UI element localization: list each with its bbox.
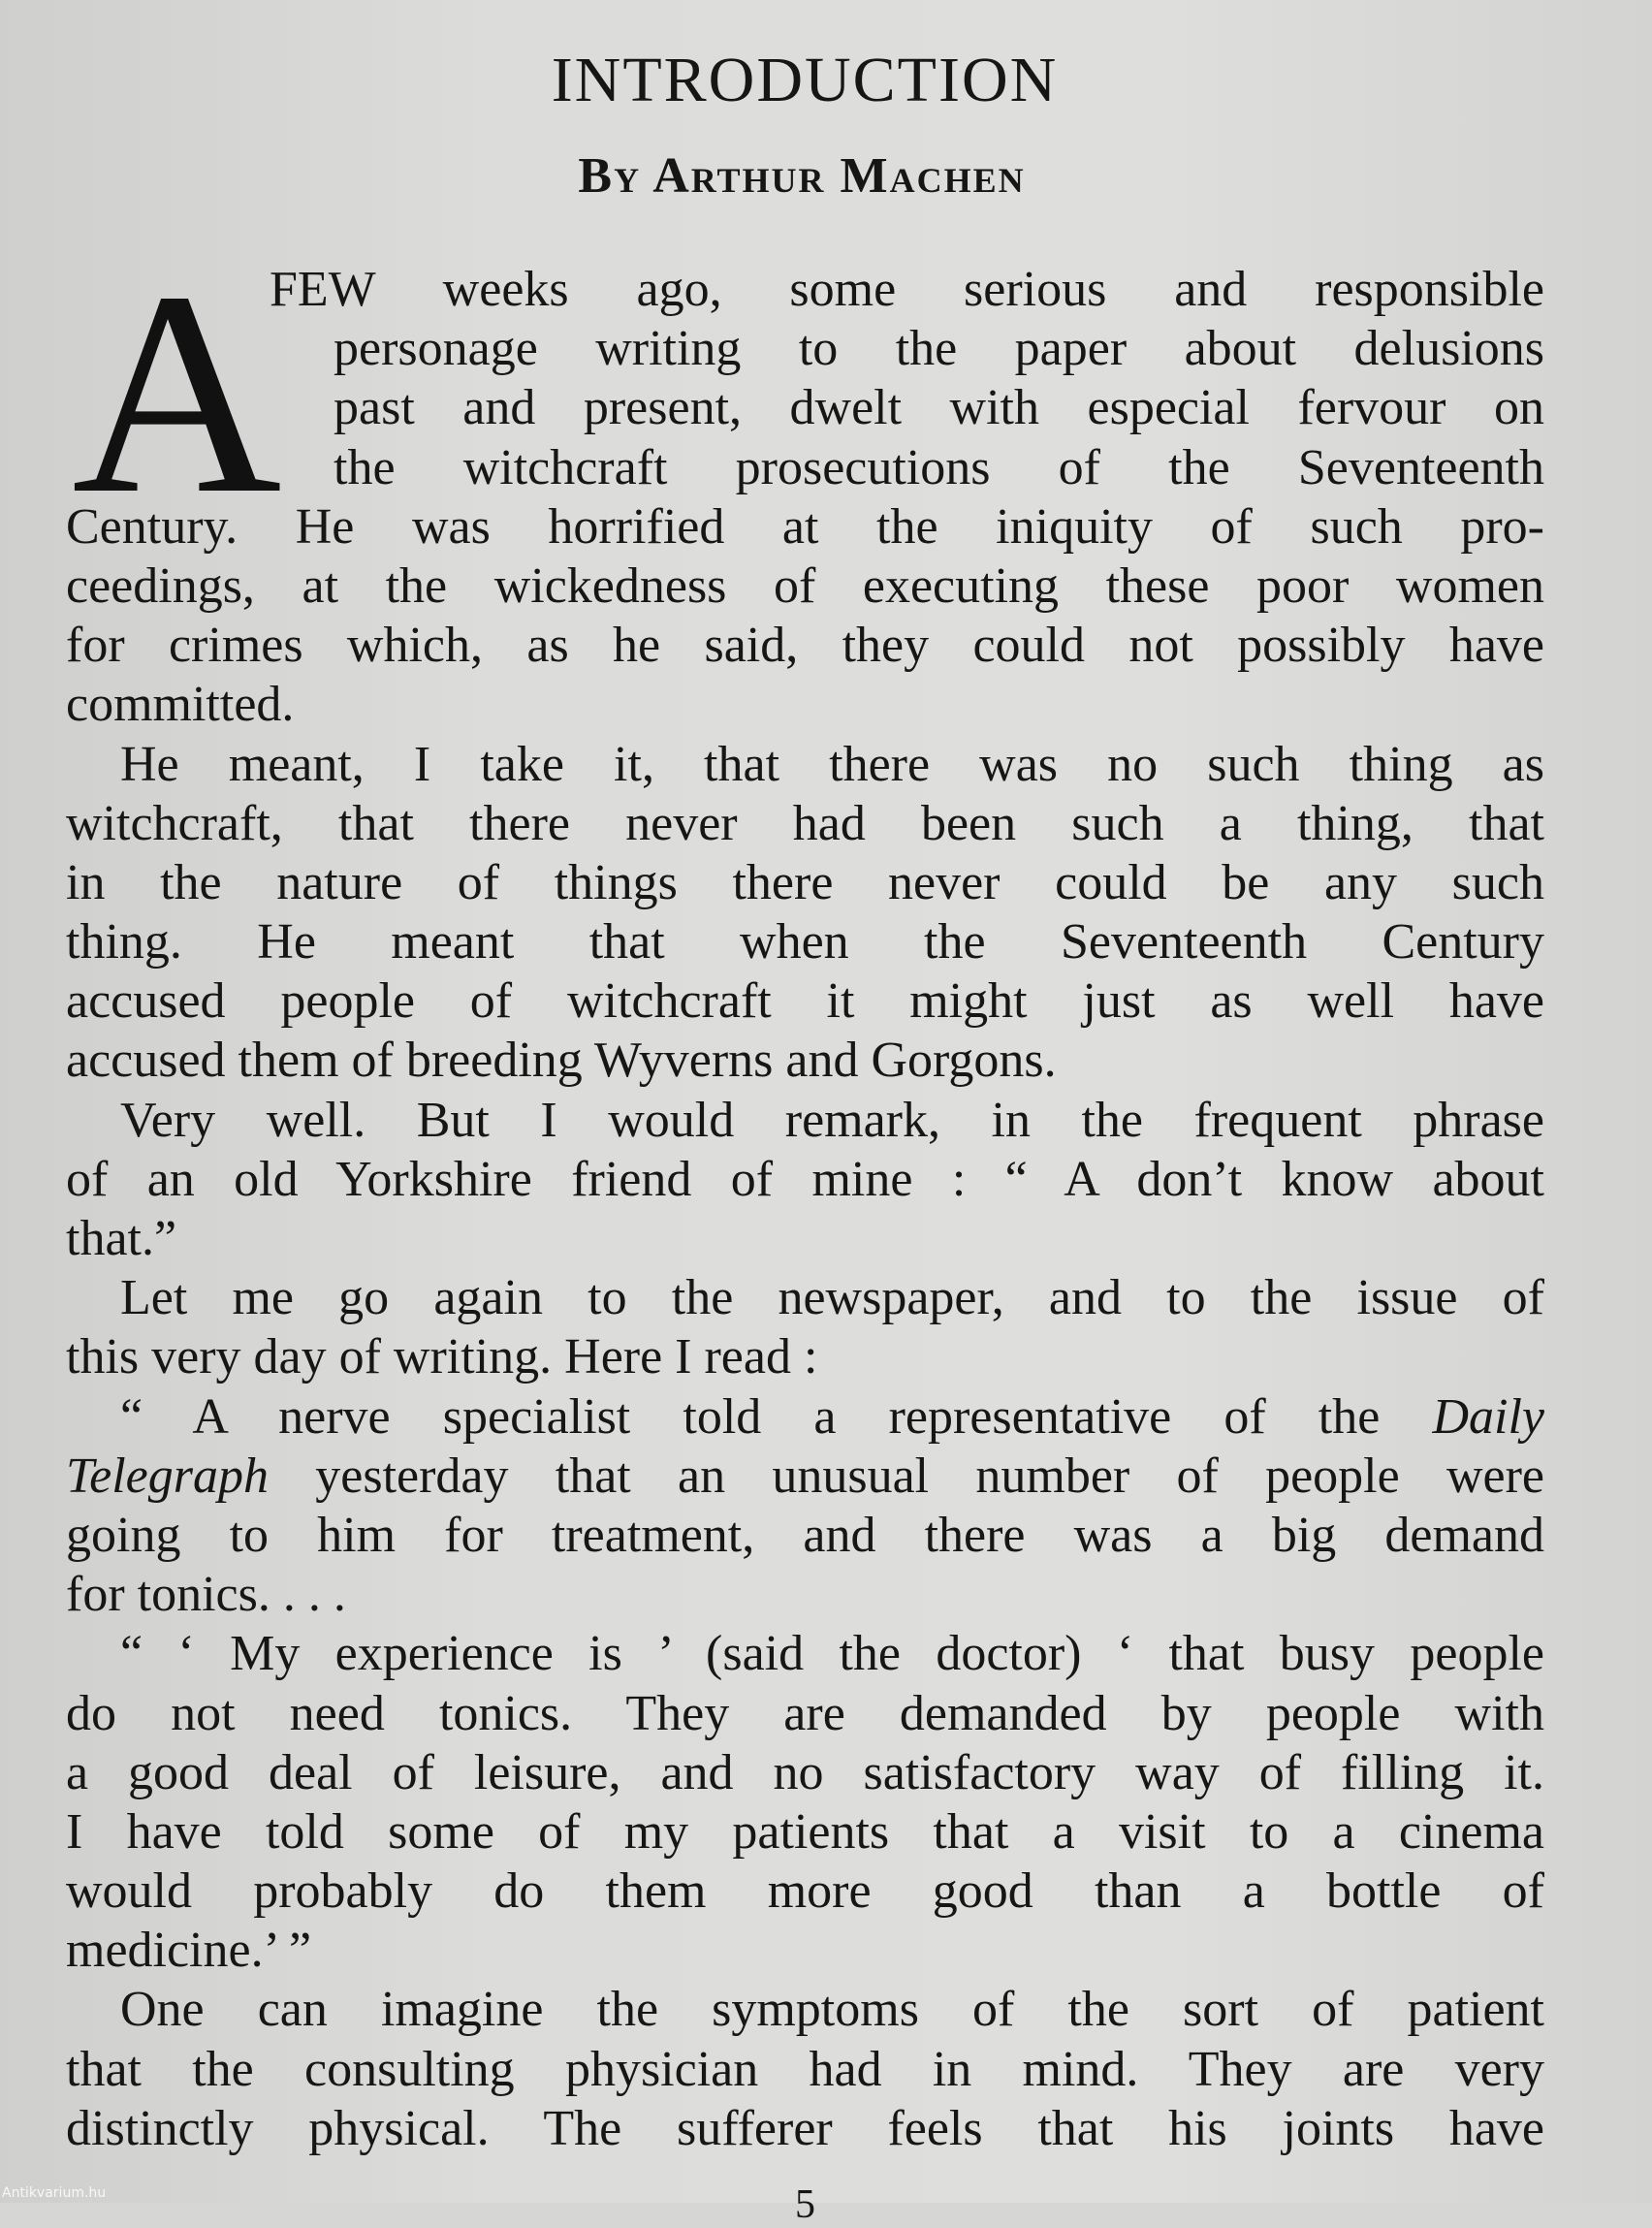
drop-cap: A: [72, 232, 282, 554]
text-line: accused people of witchcraft it might just as well have: [66, 973, 1544, 1030]
text-line: past and present, dwelt with especial fervour on: [334, 380, 1544, 436]
author-byline: By Arthur Machen: [578, 148, 1026, 204]
text-line: that the consulting physician had in mind. They are very: [66, 2041, 1544, 2097]
text-line: would probably do them more good than a bottle of: [66, 1863, 1544, 1920]
text-line: witchcraft, that there never had been such a thing, that: [66, 795, 1544, 851]
text-line: He meant, I take it, that there was no such thing as: [120, 736, 1544, 792]
text-line: accused them of breeding Wyverns and Gorgons.: [66, 1033, 1057, 1089]
text-line: a good deal of leisure, and no satisfactory way of filling it.: [66, 1744, 1544, 1800]
text-line: the witchcraft prosecutions of the Seventeenth: [334, 439, 1544, 495]
text-line: do not need tonics. They are demanded by people with: [66, 1685, 1544, 1741]
text-line: FEW weeks ago, some serious and responsible: [270, 262, 1544, 317]
text-line: in the nature of things there never could be any such: [66, 854, 1544, 910]
text-line: of an old Yorkshire friend of mine : “ A don’t know about: [66, 1151, 1544, 1207]
text-line: committed.: [66, 677, 295, 733]
text-line: going to him for treatment, and there was a big demand: [66, 1507, 1544, 1563]
text-line: Very well. But I would remark, in the frequent phrase: [120, 1092, 1544, 1148]
text-line: thing. He meant that when the Seventeenth Century: [66, 914, 1544, 971]
text-line: for crimes which, as he said, they could not possibly have: [66, 618, 1544, 674]
body-text: [66, 260, 1544, 2158]
text-line: Let me go again to the newspaper, and to the issue of: [120, 1270, 1544, 1326]
text-line: ceedings, at the wickedness of executing these poor women: [66, 557, 1544, 614]
text-line: “ ‘ My experience is ’ (said the doctor) ‘ that busy people: [120, 1626, 1544, 1682]
chapter-title: INTRODUCTION: [551, 45, 1059, 115]
text-line: I have told some of my patients that a visit to a cinema: [66, 1803, 1544, 1860]
page-number: 5: [795, 2182, 815, 2227]
text-line: distinctly physical. The sufferer feels that his joints have: [66, 2100, 1544, 2156]
text-line: “ A nerve specialist told a representative of the Daily: [120, 1388, 1544, 1445]
text-line: Telegraph yesterday that an unusual number of people were: [66, 1448, 1544, 1504]
text-line: Century. He was horrified at the iniquity of such pro-: [66, 498, 1544, 555]
text-line: this very day of writing. Here I read :: [66, 1329, 818, 1385]
watermark: Antikvarium.hu: [2, 2185, 107, 2201]
text-line: personage writing to the paper about delusions: [334, 321, 1544, 377]
text-line: One can imagine the symptoms of the sort of patient: [120, 1982, 1544, 2038]
text-line: medicine.’ ”: [66, 1923, 312, 1979]
text-line: that.”: [66, 1211, 177, 1266]
text-line: for tonics. . . .: [66, 1567, 346, 1623]
